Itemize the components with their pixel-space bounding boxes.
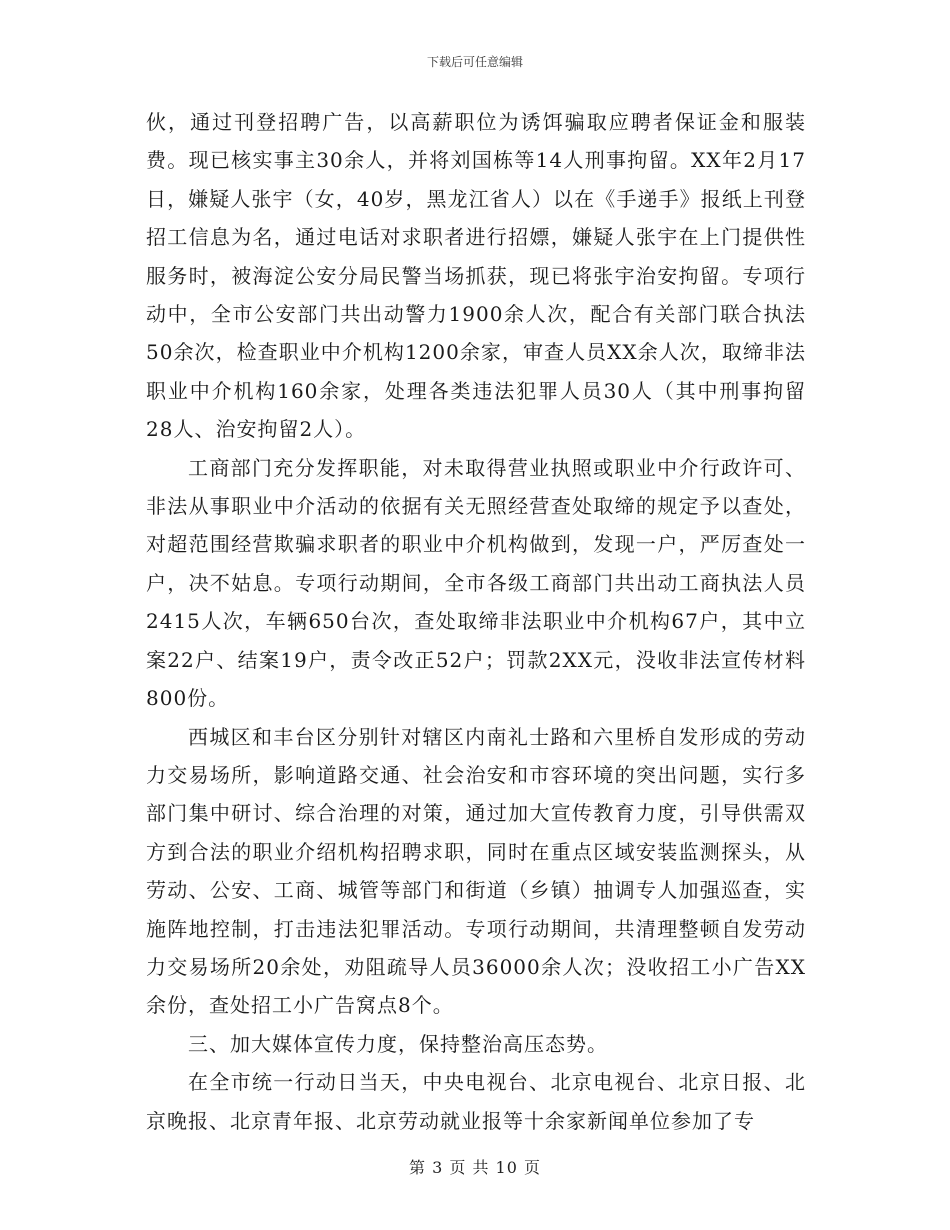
section-heading-media: 三、加大媒体宣传力度，保持整治高压态势。 (188, 1031, 608, 1056)
page-number: 第 3 页 共 10 页 (409, 1158, 541, 1177)
paragraph-media: 在全市统一行动日当天，中央电视台、北京电视台、北京日报、北京晚报、北京青年报、北京劳动就业报等十余家新闻单位参加了专 (146, 1070, 806, 1133)
paragraph-industry-commerce: 工商部门充分发挥职能，对未取得营业执照或职业中介行政许可、非法从事职业中介活动的依据有关无照经营查处取缔的规定予以查处，对超范围经营欺骗求职者的职业中介机构做到，发现一户，严厉查处一户，决不姑息。专项行动期间，全市各级工商部门共出动工商执法人员2415人次，车辆650台次，查处取缔非法职业中介机构67户，其中立案22户、结案19户，责令改正52户；罚款2XX元，没收非法宣传材料800份。 (146, 455, 806, 711)
page-header-note: 下载后可任意编辑 (426, 55, 523, 69)
paragraph-xicheng-fengtai: 西城区和丰台区分别针对辖区内南礼士路和六里桥自发形成的劳动力交易场所，影响道路交通、社会治安和市容环境的突出问题，实行多部门集中研讨、综合治理的对策，通过加大宣传教育力度，引导供需双方到合法的职业介绍机构招聘求职，同时在重点区域安装监测探头，从劳动、公安、工商、城管等部门和街道（乡镇）抽调专人加强巡查，实施阵地控制，打击违法犯罪活动。专项行动期间，共清理整顿自发劳动力交易场所20余处，劝阻疏导人员36000余人次；没收招工小广告XX余份，查处招工小广告窝点8个。 (146, 724, 806, 1018)
document-body (146, 103, 806, 1140)
paragraph-continuation: 伙，通过刊登招聘广告，以高薪职位为诱饵骗取应聘者保证金和服装费。现已核实事主30余人，并将刘国栋等14人刑事拘留。XX年2月17日，嫌疑人张宇（女，40岁，黑龙江省人）以在《手递手》报纸上刊登招工信息为名，通过电话对求职者进行招嫖，嫌疑人张宇在上门提供性服务时，被海淀公安分局民警当场抓获，现已将张宇治安拘留。专项行动中，全市公安部门共出动警力1900余人次，配合有关部门联合执法50余次，检查职业中介机构1200余家，审查人员XX余人次，取缔非法职业中介机构160余家，处理各类违法犯罪人员30人（其中刑事拘留28人、治安拘留2人）。 (146, 110, 806, 442)
